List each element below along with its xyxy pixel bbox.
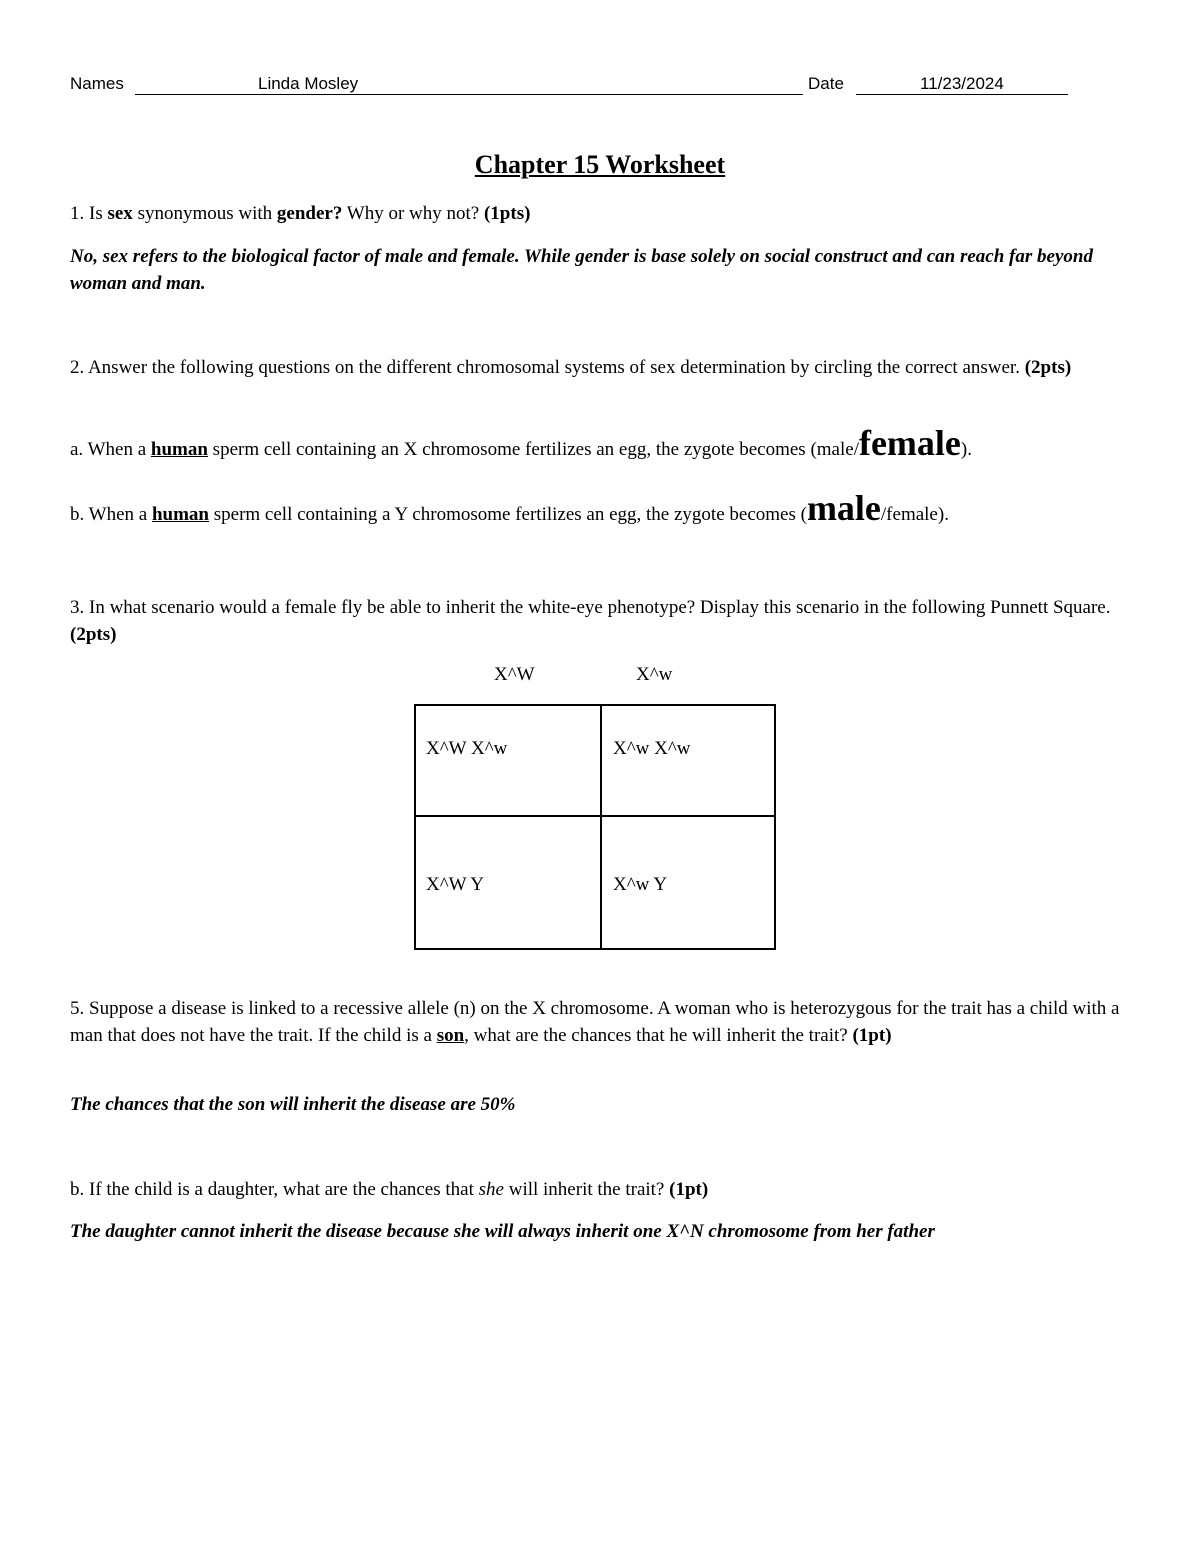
punnett-col-header-1: X^W [494,664,535,685]
punnett-cell-r2c2: X^w Y [613,874,668,895]
q2a-human: human [150,439,208,460]
q2b-choice: male [806,488,881,528]
q1-points: (1pts) [483,203,531,224]
q1-sex: sex [107,203,133,224]
q5-son: son [436,1025,465,1046]
q5b-suffix: will inherit the trait? [503,1179,670,1200]
punnett-cell-r1c2: X^w X^w [613,738,691,759]
q2b-mid: sperm cell containing a Y chromosome fertilizes an egg, the zygote becomes ( [209,504,807,525]
punnett-divider-vertical [600,706,602,948]
names-value: Linda Mosley [258,74,359,93]
question-5 [70,995,1120,1049]
q1-prefix: 1. Is [70,203,108,224]
punnett-col-header-2: X^w [636,664,673,685]
answer-1: No, sex refers to the biological factor of male and female. While gender is base solely on social construct and can reach far beyond woman and man. [70,246,1093,294]
answer-5: The chances that the son will inherit the disease are 50% [70,1094,516,1115]
q2a-choice: female [858,423,961,463]
date-value: 11/23/2024 [920,74,1004,93]
q5b-she: she [478,1179,504,1200]
q1-suffix: Why or why not? [342,203,484,224]
question-2a [70,423,1120,463]
header-date-label: Date [808,74,844,93]
q2-text: 2. Answer the following questions on the different chromosomal systems of sex determination by circling the correct answer. [70,357,1025,378]
q2a-mid: sperm cell containing an X chromosome fertilizes an egg, the zygote becomes (male/ [207,439,859,460]
punnett-cell-r1c1: X^W X^w [426,738,508,759]
question-1 [70,200,1120,227]
q2b-suffix: /female). [880,504,949,525]
punnett-cell-r2c1: X^W Y [426,874,484,895]
q2a-prefix: a. When a [70,439,151,460]
q1-mid: synonymous with [132,203,277,224]
q2-points: (2pts) [1024,357,1072,378]
question-2 [70,354,1120,381]
names-field-line [135,74,803,95]
q5-prefix: 5. Suppose a disease is linked to a recessive allele (n) on the X chromosome. A woman who is heterozygous for the trait has a child with a man that does not have the trait. If the child is a [70,998,1120,1046]
page-title: Chapter 15 Worksheet [474,150,726,179]
q2b-prefix: b. When a [70,504,152,525]
q5b-prefix: b. If the child is a daughter, what are the chances that [70,1179,479,1200]
punnett-square [414,704,776,950]
q1-gender: gender? [276,203,343,224]
punnett-divider-horizontal [416,815,774,817]
q2a-suffix: ). [960,439,972,460]
question-5b [70,1176,1120,1203]
q5-points: (1pt) [852,1025,892,1046]
q2b-human: human [151,504,209,525]
answer-5b: The daughter cannot inherit the disease because she will always inherit one X^N chromosome from her father [70,1221,935,1242]
q5-suffix: , what are the chances that he will inherit the trait? [464,1025,853,1046]
q5b-points: (1pt) [669,1179,709,1200]
q3-text: 3. In what scenario would a female fly be able to inherit the white-eye phenotype? Display this scenario in the following Punnett Square. [70,597,1111,618]
q3-points: (2pts) [70,624,117,645]
header-names-label: Names [70,74,124,93]
question-2b [70,488,1120,528]
question-3 [70,594,1120,648]
